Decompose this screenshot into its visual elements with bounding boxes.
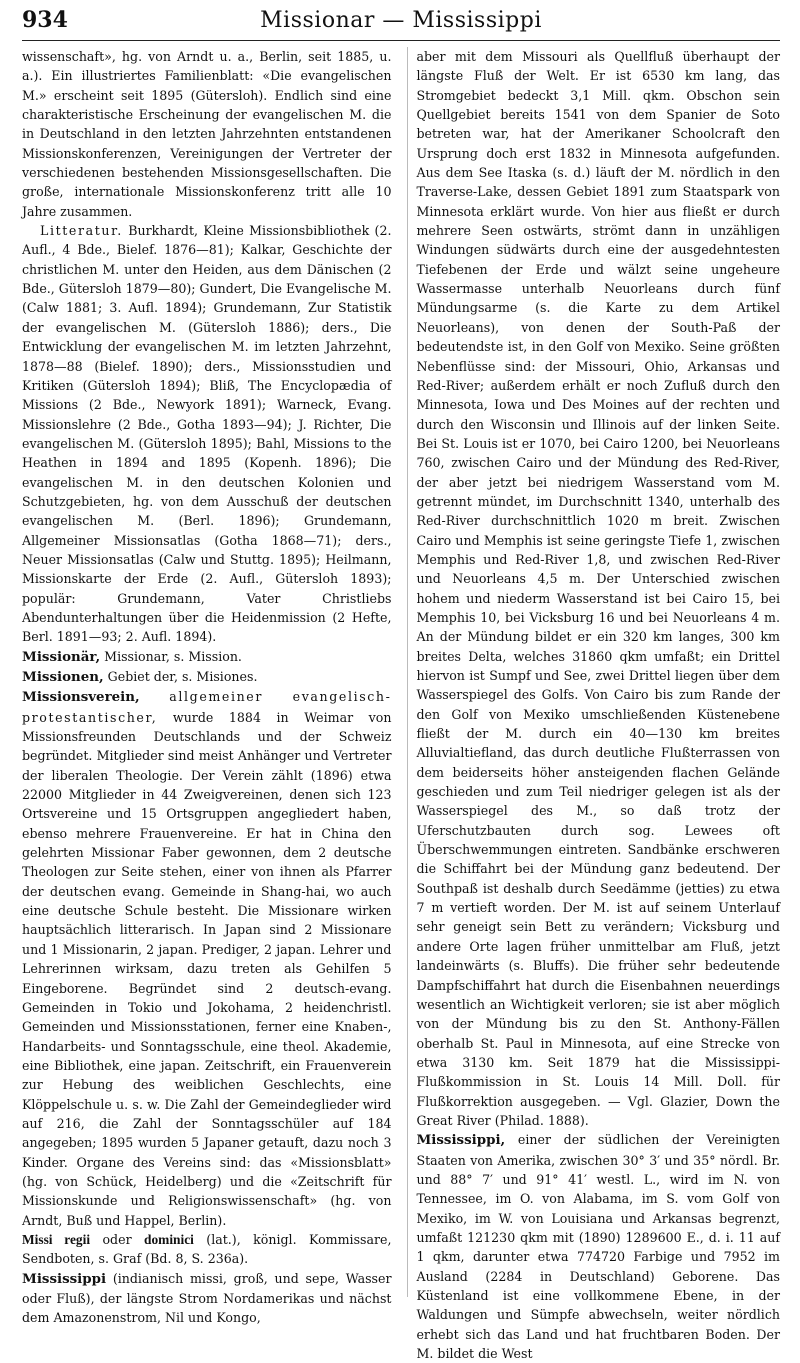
entry-text: Gebiet der, s. Misiones. bbox=[103, 669, 258, 684]
entry-missionsverein bbox=[22, 687, 391, 1230]
entry-mississippi-river bbox=[22, 1269, 391, 1328]
entry-connector: oder bbox=[90, 1231, 145, 1247]
entry-text: einer der südlichen der Vereinigten Staaten von Amerika, zwischen 30° 3′ und 35° nördl. Br. und 88° 7′ und 91° 41′ westl. L., wird im N. von Tennessee, im O. von Alabama, im S. vom Golf von Mexiko, im W. von Louisiana und Arkansas begrenzt, umfaßt 121230 qkm mit (1890) 1289600 E., d. i. 11 auf 1 qkm, darunter etwa 774720 Farbige und 7952 im Ausland (2284 in Deutschland) Geborene. Das Küstenland ist eine vollkommene Ebene, in der Waldungen und Sümpfe abwechseln, weiter nördlich erhebt sich das Land und hat fruchtbaren Boden. Der M. bildet die West bbox=[416, 1132, 780, 1362]
text-columns bbox=[22, 47, 780, 1362]
entry-subtitle: allgemeiner evangelisch-protestantischer, bbox=[22, 689, 392, 725]
entry-headword: Missionsverein, bbox=[22, 689, 140, 706]
mission-continuation: wissenschaft», hg. von Arndt u. a., Berlin, seit 1885, u. a.). Ein illustriertes Familienblatt: «Die evangelischen M.» erscheint seit 1895 (Gütersloh). Endlich sind eine charakteristische Erscheinung der evangelischen M. die in Deutschland in den letzten Jahrzehnten entstandenen Missionskonferenzen, Vereinigungen der Vertreter der verschiedenen bestehenden Missionsgesellschaften. Die große, internationale Missionskonferenz tritt alle 10 Jahre zusammen. bbox=[22, 49, 392, 219]
entry-text: wurde 1884 in Weimar von Missionsfreunden Deutschlands und der Schweiz begründet. Mitglieder sind meist Anhänger und Vertreter der liberalen Theologie. Der Verein zählt (1896) etwa 22000 Mitglieder in 44 Zweigvereinen, denen sich 123 Ortsvereine und 15 Ortsgruppen angegliedert haben, ebenso mehrere Frauenvereine. Er hat in China den gelehrten Missionar Faber gewonnen, dem 2 deutsche Theologen zur Seite stehen, einer von ihnen als Pfarrer der deutschen evang. Gemeinde in Shang-hai, wo auch eine deutsche Schule besteht. Die Missionare wirken hauptsächlich litterarisch. In Japan sind 2 Missionare und 1 Missionarin, 2 japan. Prediger, 2 japan. Lehrer und Lehrerinnen wirksam, dazu treten als Gehilfen 5 Eingeborene. Begründet sind 2 deutsch-evang. Gemeinden in Tokio und Jokohama, 2 heidenchristl. Gemeinden und Missionsstationen, ferner eine Knaben-, Handarbeits- und Sonntagsschule, eine theol. Akademie, eine Bibliothek, eine japan. Zeitschrift, ein Frauenverein zur Hebung des weiblichen Geschlechts, eine Klöppelschule u. s. w. Die Zahl der Gemeindeglieder wird auf 216, die Zahl der Sonntagsschüler auf 184 angegeben; 1895 wurden 5 Japaner getauft, dazu noch 3 Kinder. Organe des Vereins sind: das «Missionsblatt» (hg. von Schück, Heidelberg) und die «Zeitschrift für Missionskunde und Religionswissenschaft» (hg. von Arndt, Buß und Happel, Berlin). bbox=[22, 709, 392, 1228]
entry-headword: Mississippi, bbox=[416, 1132, 506, 1149]
left-column bbox=[22, 47, 392, 1326]
entry-headword-alt: dominici bbox=[144, 1231, 194, 1247]
entry-missionen bbox=[22, 667, 391, 687]
entry-headword: Missionär, bbox=[22, 648, 101, 665]
entry-headword: Missionen, bbox=[22, 669, 104, 685]
entry-headword: Missi regii bbox=[22, 1231, 91, 1247]
entry-missi-regii bbox=[22, 1230, 391, 1269]
literature-paragraph bbox=[22, 221, 391, 647]
entry-headword: Mississippi bbox=[22, 1270, 107, 1287]
entry-missionaer bbox=[22, 647, 391, 667]
entry-text: (indianisch missi, groß, und sepe, Wasser oder Fluß), der längste Strom Nordamerikas und nächst dem Amazonenstrom, Nil und Kongo, bbox=[22, 1270, 392, 1326]
literature-label: Litteratur. bbox=[40, 223, 123, 239]
entry-text: (lat.), königl. Kommissare, Sendboten, s. Graf (Bd. 8, S. 236a). bbox=[22, 1231, 392, 1267]
mississippi-river-continuation: aber mit dem Missouri als Quellfluß überhaupt der längste Fluß der Welt. Er ist 6530 km lang, das Stromgebiet bedeckt 3,1 Mill. qkm. Obschon sein Quellgebiet bereits 1541 von dem Spanier de Soto betreten war, hat der Amerikaner Schoolcraft den Ursprung doch erst 1832 in Minnesota aufgefunden. Aus dem See Itaska (s. d.) läuft der M. nördlich in den Traverse-Lake, dessen Gebiet 1891 zum Staatspark von Minnesota erklärt wurde. Von hier aus fließt er durch mehrere Seen ostwärts, strömt dann in unzähligen Windungen südwärts durch eine der ausgedehntesten Tiefebenen der Erde und wälzt seine ungeheure Wassermasse unterhalb Neuorleans durch fünf Mündungsarme (s. die Karte zu dem Artikel Neuorleans), von denen der South-Paß der bedeutendste ist, in den Golf von Mexiko. Seine größten Nebenflüsse sind: der Missouri, Ohio, Arkansas und Red-River; außerdem erhält er noch Zufluß durch den Minnesota, Iowa und Des Moines auf der rechten und durch den Wisconsin und Illinois auf der linken Seite. Bei St. Louis ist er 1070, bei Cairo 1200, bei Neuorleans 760, zwischen Cairo und der Mündung des Red-River, der aber jetzt bei niedrigem Wasserstand vom M. getrennt mündet, im Durchschnitt 1340, unterhalb des Red-River durchschnittlich 1020 m breit. Zwischen Cairo und Memphis ist seine geringste Tiefe 1, zwischen Memphis und Red-River 1,8, und zwischen Red-River und Neuorleans 4,5 m. Der Unterschied zwischen hohem und niederm Wasserstand ist bei Cairo 15, bei Memphis 10, bei Vicksburg 16 und bei Neuorleans 4 m. An der Mündung bildet er ein 320 km langes, 300 km breites Delta, welches 31860 qkm umfaßt; ein Drittel hiervon ist Sumpf und See, zwei Drittel liegen über dem Wasserspiegel des Golfs. Von Cairo bis zum Rande der den Golf von Mexiko umschließenden Küstenebene fließt der M. durch ein 40—130 km breites Alluvialtiefland, das durch deutliche Flußterrassen von dem beiderseits höher ansteigenden flachen Gelände geschieden und zum Teil niedriger gelegen ist als der Wasserspiegel des M., so daß trotz der Uferschutzbauten durch sog. Lewees oft Überschwemmungen eintreten. Sandbänke erschweren die Schiffahrt bei der Mündung ganz bedeutend. Der Southpaß ist deshalb durch Seedämme (jetties) zu etwa 7 m vertieft worden. Der M. ist auf seinem Unterlauf sehr geneigt sein Bett zu verändern; Vicksburg und andere Orte lagen früher unmittelbar am Fluß, jetzt landeinwärts (s. Bluffs). Die früher sehr bedeutende Dampfschiffahrt hat durch die Eisenbahnen neuerdings wesentlich an Wichtigkeit verloren; sie ist aber möglich von der Mündung bis zu den St. Anthony-Fällen oberhalb St. Paul in Minnesota, auf eine Strecke von etwa 3130 km. Seit 1879 hat die Mississippi-Flußkommission in St. Louis 14 Mill. Doll. für Flußkorrektion ausgegeben. — Vgl. Glazier, Down the Great River (Philad. 1888). bbox=[416, 49, 780, 1128]
entry-text: Missionar, s. Mission. bbox=[100, 648, 242, 664]
running-head: Missionar — Mississippi bbox=[260, 7, 542, 33]
entry-mississippi-state bbox=[416, 1130, 780, 1363]
literature-text: Burkhardt, Kleine Missionsbibliothek (2. Aufl., 4 Bde., Bielef. 1876—81); Kalkar, Geschichte der christlichen M. unter den Heiden, aus dem Dänischen (2 Bde., Gütersloh 1879—80); Gundert, Die Evangelische M. (Calw 1881; 3. Aufl. 1894); Grundemann, Zur Statistik der evangelischen M. (Gütersloh 1886); ders., Die Entwicklung der evangelischen M. im letzten Jahrzehnt, 1878—88 (Bielef. 1890); ders., Missionsstudien und Kritiken (Gütersloh 1894); Bliß, The Encyclopædia of Missions (2 Bde., Newyork 1891); Warneck, Evang. Missionslehre (2 Bde., Gotha 1893—94); J. Richter, Die evangelischen M. (Gütersloh 1895); Bahl, Missions to the Heathen in 1894 and 1895 (Kopenh. 1896); Die evangelischen M. in den deutschen Kolonien und Schutzgebieten, hg. von dem Ausschuß der deutschen evangelischen M. (Berl. 1896); Grundemann, Allgemeiner Missionsatlas (Gotha 1868—71); ders., Neuer Missionsatlas (Calw und Stuttg. 1895); Heilmann, Missionskarte der Erde (2. Aufl., Gütersloh 1893); populär: Grundemann, Vater Christliebs Abendunterhaltungen über die Heidenmission (2 Hefte, Berl. 1891—93; 2. Aufl. 1894). bbox=[22, 223, 392, 645]
page-header bbox=[22, 0, 780, 41]
right-column bbox=[407, 47, 780, 1362]
page-number: 934 bbox=[22, 7, 68, 33]
